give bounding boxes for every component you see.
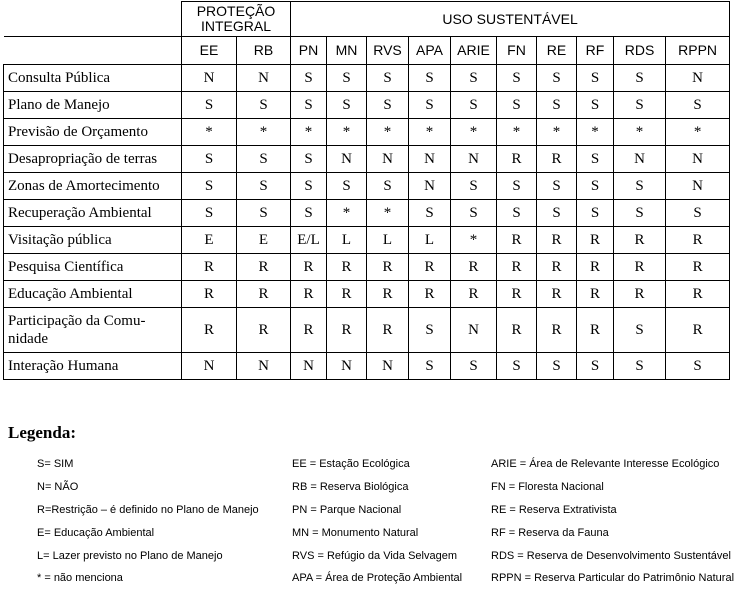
table-cell: R — [537, 254, 577, 281]
legend-item: L= Lazer previsto no Plano de Manejo — [37, 550, 223, 562]
table-cell: S — [666, 353, 730, 380]
column-header-rf: RF — [577, 37, 614, 65]
table-cell: * — [614, 119, 666, 146]
table-cell: S — [497, 353, 537, 380]
table-cell: R — [666, 227, 730, 254]
group-header-row — [4, 2, 730, 37]
table-cell: R — [666, 281, 730, 308]
table-cell: R — [497, 254, 537, 281]
table-row — [4, 173, 730, 200]
table-cell: R — [537, 146, 577, 173]
table-cell: L — [409, 227, 451, 254]
table-cell: R — [537, 227, 577, 254]
table-cell: R — [327, 281, 367, 308]
legend-item: RPPN = Reserva Particular do Patrimônio Natural — [491, 572, 735, 584]
row-label: Zonas de Amortecimento — [4, 173, 182, 200]
legend-item: RVS = Refúgio da Vida Selvagem — [292, 550, 458, 562]
table-cell: R — [182, 308, 237, 353]
row-label: Educação Ambiental — [4, 281, 182, 308]
table-cell: R — [237, 308, 291, 353]
table-cell: S — [291, 200, 327, 227]
table-cell: S — [182, 200, 237, 227]
table-cell: * — [327, 119, 367, 146]
table-cell: E/L — [291, 227, 327, 254]
column-header-fn: FN — [497, 37, 537, 65]
table-cell: S — [537, 200, 577, 227]
table-cell: R — [497, 281, 537, 308]
table-cell: S — [182, 173, 237, 200]
table-cell: R — [327, 308, 367, 353]
row-label: Interação Humana — [4, 353, 182, 380]
table-cell: R — [451, 254, 497, 281]
column-header-mn: MN — [327, 37, 367, 65]
table-cell: S — [237, 173, 291, 200]
legend-item: ARIE = Área de Relevante Interesse Ecológico — [491, 458, 720, 470]
table-cell: R — [291, 281, 327, 308]
table-cell: S — [409, 308, 451, 353]
table-cell: S — [367, 173, 409, 200]
row-label-line2: nidade — [8, 331, 48, 347]
table-cell: R — [367, 308, 409, 353]
table-cell: S — [367, 92, 409, 119]
table-cell: * — [497, 119, 537, 146]
table-cell: R — [614, 227, 666, 254]
table-cell: S — [577, 65, 614, 92]
table-cell: * — [237, 119, 291, 146]
table-body — [4, 2, 730, 380]
column-header-ee: EE — [182, 37, 237, 65]
table-cell: N — [327, 353, 367, 380]
table-row — [4, 119, 730, 146]
table-cell: N — [409, 146, 451, 173]
table-cell: R — [327, 254, 367, 281]
table-cell: R — [409, 281, 451, 308]
table-cell: S — [614, 92, 666, 119]
table-cell: * — [666, 119, 730, 146]
legend-title: Legenda: — [8, 423, 76, 442]
table-cell: R — [182, 254, 237, 281]
table-cell: N — [614, 146, 666, 173]
table-row — [4, 308, 730, 353]
table-cell: N — [291, 353, 327, 380]
column-header-pn: PN — [291, 37, 327, 65]
table-cell: N — [451, 146, 497, 173]
column-header-blank — [4, 37, 182, 65]
table-cell: S — [367, 65, 409, 92]
table-cell: S — [291, 146, 327, 173]
row-label-line1: Participação da Comu- — [8, 313, 146, 329]
legend-item: FN = Floresta Nacional — [491, 481, 604, 493]
table-row — [4, 146, 730, 173]
table-cell: S — [237, 92, 291, 119]
table-cell: S — [577, 200, 614, 227]
table-row — [4, 281, 730, 308]
legend-item: RF = Reserva da Fauna — [491, 527, 609, 539]
table-cell: S — [614, 353, 666, 380]
table-cell: L — [327, 227, 367, 254]
table-cell: S — [451, 173, 497, 200]
table-cell: R — [537, 308, 577, 353]
table-cell: E — [237, 227, 291, 254]
table-cell: S — [614, 173, 666, 200]
legend-item: * = não menciona — [37, 572, 123, 584]
legend-item: MN = Monumento Natural — [292, 527, 419, 539]
table-row — [4, 254, 730, 281]
table-cell: S — [577, 353, 614, 380]
table-cell: S — [537, 353, 577, 380]
table-cell: R — [577, 308, 614, 353]
table-cell: * — [537, 119, 577, 146]
table-cell: * — [182, 119, 237, 146]
legend-item: RDS = Reserva de Desenvolvimento Sustentável — [491, 550, 731, 562]
legend-item: EE = Estação Ecológica — [292, 458, 410, 470]
table-cell: N — [367, 353, 409, 380]
table-cell: R — [367, 254, 409, 281]
table-cell: * — [327, 200, 367, 227]
table-cell: R — [291, 308, 327, 353]
table-cell: S — [614, 65, 666, 92]
table-cell: S — [291, 65, 327, 92]
table-cell: S — [614, 200, 666, 227]
row-label: Visitação pública — [4, 227, 182, 254]
column-header-re: RE — [537, 37, 577, 65]
table-row — [4, 227, 730, 254]
table-cell: S — [237, 200, 291, 227]
group-protecao-line2: INTEGRAL — [201, 18, 272, 34]
row-label: Pesquisa Científica — [4, 254, 182, 281]
table-cell: S — [497, 92, 537, 119]
row-label: Recuperação Ambiental — [4, 200, 182, 227]
legend-item: RE = Reserva Extrativista — [491, 504, 617, 516]
table-cell: R — [666, 308, 730, 353]
uc-comparison-table — [3, 1, 730, 380]
table-cell: * — [451, 119, 497, 146]
table-cell: N — [451, 308, 497, 353]
table-cell: * — [367, 119, 409, 146]
legend-item: APA = Área de Proteção Ambiental — [292, 572, 463, 584]
table-cell: R — [182, 281, 237, 308]
table-cell: S — [614, 308, 666, 353]
table-cell: R — [577, 227, 614, 254]
legend-item: R=Restrição – é definido no Plano de Manejo — [37, 504, 259, 516]
row-label: Consulta Pública — [4, 65, 182, 92]
table-cell: R — [497, 146, 537, 173]
table-cell: S — [409, 65, 451, 92]
table-cell: R — [409, 254, 451, 281]
legend-item: N= NÃO — [37, 481, 79, 493]
table-cell: * — [451, 227, 497, 254]
table-cell: S — [451, 353, 497, 380]
table-cell: N — [666, 173, 730, 200]
table-cell: S — [409, 92, 451, 119]
table-cell: S — [409, 200, 451, 227]
table-row — [4, 353, 730, 380]
table-cell: R — [614, 281, 666, 308]
table-cell: * — [409, 119, 451, 146]
table-cell: S — [537, 65, 577, 92]
table-cell: * — [367, 200, 409, 227]
table-cell: N — [237, 65, 291, 92]
table-row — [4, 200, 730, 227]
table-cell: R — [367, 281, 409, 308]
table-cell: * — [577, 119, 614, 146]
table-cell: R — [497, 308, 537, 353]
column-header-apa: APA — [409, 37, 451, 65]
table-cell: S — [497, 65, 537, 92]
table-cell: S — [577, 92, 614, 119]
table-cell: R — [577, 281, 614, 308]
table-cell: S — [577, 173, 614, 200]
table-cell: S — [291, 92, 327, 119]
table-cell: S — [327, 92, 367, 119]
group-protecao-integral — [182, 2, 291, 37]
table-cell: N — [182, 65, 237, 92]
table-cell: S — [409, 353, 451, 380]
legend-item: S= SIM — [37, 458, 74, 470]
table-cell: S — [182, 92, 237, 119]
table-cell: N — [237, 353, 291, 380]
column-header-rb: RB — [237, 37, 291, 65]
table-row — [4, 65, 730, 92]
column-header-arie: ARIE — [451, 37, 497, 65]
table-cell: S — [497, 200, 537, 227]
table-cell: R — [237, 254, 291, 281]
row-label — [4, 308, 182, 353]
table-cell: * — [291, 119, 327, 146]
table-cell: S — [666, 92, 730, 119]
table-cell: S — [577, 146, 614, 173]
table-cell: R — [237, 281, 291, 308]
table-cell: S — [182, 146, 237, 173]
group-uso-sustentavel: USO SUSTENTÁVEL — [291, 2, 730, 37]
table-cell: N — [666, 65, 730, 92]
table-cell: S — [537, 173, 577, 200]
legend-item: PN = Parque Nacional — [292, 504, 402, 516]
table-cell: N — [409, 173, 451, 200]
table-cell: S — [537, 92, 577, 119]
legend-item: RB = Reserva Biológica — [292, 481, 409, 493]
table-row — [4, 92, 730, 119]
group-protecao-line1: PROTEÇÃO — [196, 3, 276, 19]
table-cell: R — [497, 227, 537, 254]
table-cell: S — [666, 200, 730, 227]
row-label: Plano de Manejo — [4, 92, 182, 119]
table-cell: S — [451, 200, 497, 227]
table-cell: E — [182, 227, 237, 254]
table-cell: R — [451, 281, 497, 308]
table-cell: R — [537, 281, 577, 308]
table-cell: L — [367, 227, 409, 254]
table-cell: R — [666, 254, 730, 281]
column-header-rds: RDS — [614, 37, 666, 65]
column-header-rppn: RPPN — [666, 37, 730, 65]
table-cell: S — [291, 173, 327, 200]
table-cell: S — [327, 173, 367, 200]
table-cell: R — [577, 254, 614, 281]
column-header-rvs: RVS — [367, 37, 409, 65]
table-cell: S — [327, 65, 367, 92]
table-cell: R — [614, 254, 666, 281]
table-cell: R — [291, 254, 327, 281]
corner-blank-cell — [4, 2, 182, 37]
table-cell: N — [327, 146, 367, 173]
table-cell: N — [367, 146, 409, 173]
column-header-row — [4, 37, 730, 65]
table-cell: N — [666, 146, 730, 173]
legend-item: E= Educação Ambiental — [37, 527, 155, 539]
table-cell: S — [451, 92, 497, 119]
table-cell: S — [451, 65, 497, 92]
row-label: Previsão de Orçamento — [4, 119, 182, 146]
table-cell: N — [182, 353, 237, 380]
row-label: Desapropriação de terras — [4, 146, 182, 173]
table-cell: S — [497, 173, 537, 200]
table-cell: S — [237, 146, 291, 173]
